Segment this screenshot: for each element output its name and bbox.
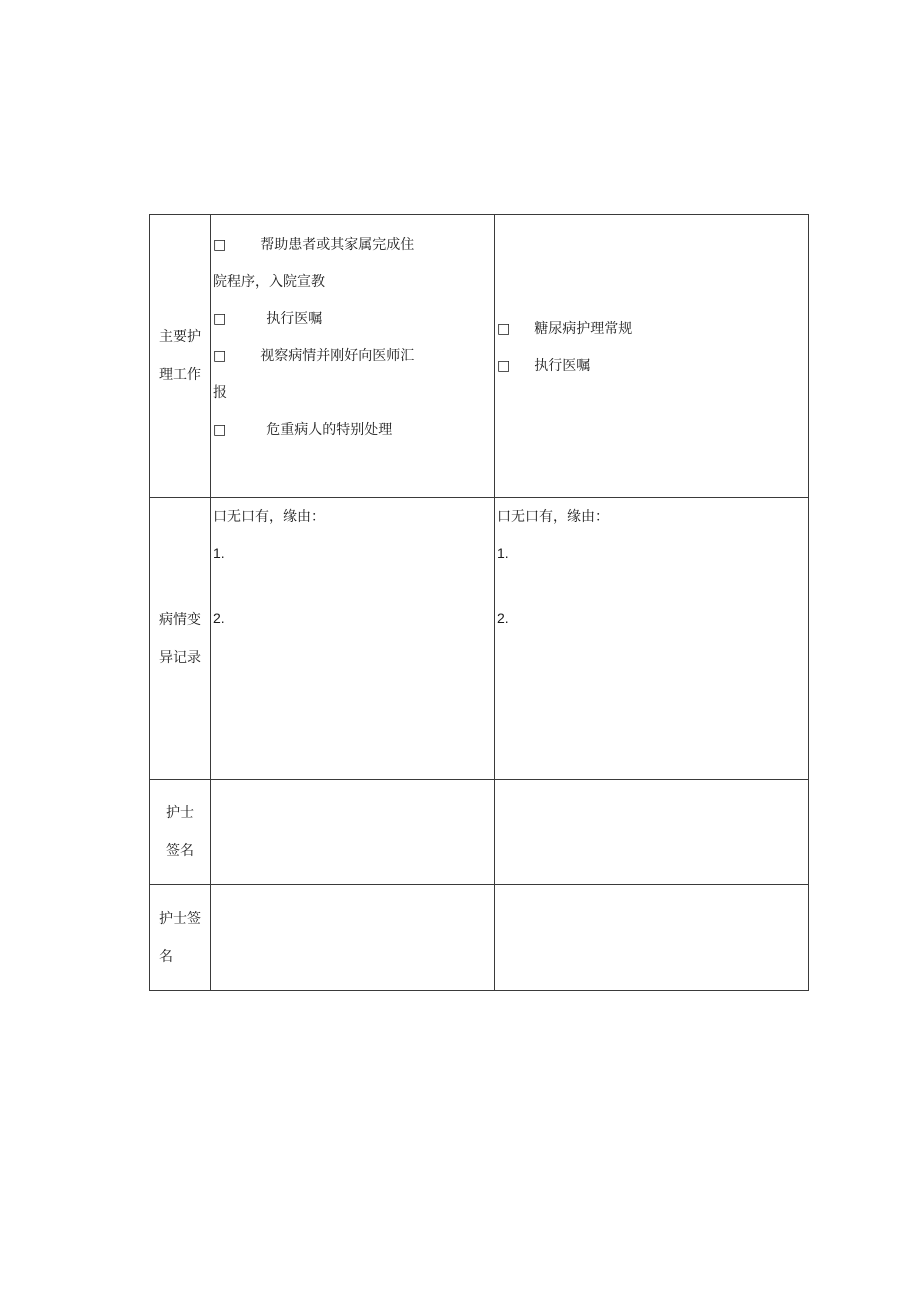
variance-reason-2[interactable]: 2. — [213, 610, 225, 626]
work-item-execute-orders-right[interactable] — [495, 356, 808, 393]
work-item-observe-report-continued — [211, 383, 494, 420]
row-label-line: 病情变 — [159, 611, 201, 628]
work-item-observe-report[interactable] — [211, 346, 494, 383]
main-nursing-work-row — [150, 215, 809, 498]
row-label-line: 理工作 — [159, 367, 201, 383]
work-item-text: 院程序，入院宣教 — [213, 274, 325, 290]
work-item-text: 报 — [213, 385, 227, 401]
work-item-text: 视察病情并刚好向医师汇 — [260, 348, 415, 364]
row-label-line: 主要护 — [159, 329, 201, 345]
variance-option[interactable]: 口无口有，缘由： — [497, 509, 609, 525]
checkbox-icon[interactable]: □ — [213, 311, 227, 327]
checkbox-icon[interactable]: □ — [497, 321, 511, 337]
nurse-signature-field-left[interactable] — [211, 885, 495, 991]
work-item-text: 危重病人的特别处理 — [266, 422, 393, 438]
checkbox-icon[interactable]: □ — [213, 348, 227, 364]
main-nursing-work-label-cell — [150, 215, 211, 498]
nurse-signature-field-left[interactable] — [211, 780, 495, 885]
nurse-signature-field-right[interactable] — [495, 780, 809, 885]
nurse-signature-row-2 — [150, 885, 809, 991]
work-item-admission-continued — [211, 272, 494, 309]
row-label-line: 签名 — [166, 843, 194, 859]
work-item-text: 执行医嘱 — [266, 311, 323, 327]
work-item-admission[interactable] — [211, 235, 494, 272]
main-nursing-work-right-cell — [495, 215, 809, 498]
main-nursing-work-left-cell — [211, 215, 495, 498]
work-item-execute-orders[interactable] — [211, 309, 494, 346]
nurse-signature-label-cell — [150, 885, 211, 991]
variance-reason-2[interactable]: 2. — [497, 610, 509, 626]
variance-record-left-cell[interactable] — [211, 498, 495, 780]
checkbox-icon[interactable]: □ — [213, 422, 227, 438]
row-label-line: 异记录 — [159, 649, 201, 666]
work-item-text: 糖尿病护理常规 — [534, 321, 633, 337]
variance-record-label-cell — [150, 498, 211, 780]
row-label-line: 名 — [159, 948, 173, 965]
variance-record-row — [150, 498, 809, 780]
variance-reason-1[interactable]: 1. — [497, 545, 509, 561]
variance-reason-1[interactable]: 1. — [213, 545, 225, 561]
checkbox-icon[interactable]: □ — [213, 237, 227, 253]
row-label-line: 护士 — [166, 805, 194, 821]
row-label-line: 护士签 — [159, 910, 201, 927]
variance-option[interactable]: 口无口有，缘由： — [213, 509, 325, 525]
checkbox-icon[interactable]: □ — [497, 358, 511, 374]
nurse-signature-label-cell — [150, 780, 211, 885]
work-item-critical-care[interactable] — [211, 420, 494, 457]
work-item-diabetes-care[interactable] — [495, 319, 808, 356]
work-item-text: 帮助患者或其家属完成住 — [260, 237, 415, 253]
nurse-signature-row-1 — [150, 780, 809, 885]
nurse-signature-field-right[interactable] — [495, 885, 809, 991]
work-item-text: 执行医嘱 — [534, 358, 591, 374]
variance-record-right-cell[interactable] — [495, 498, 809, 780]
nursing-record-table — [149, 214, 809, 991]
